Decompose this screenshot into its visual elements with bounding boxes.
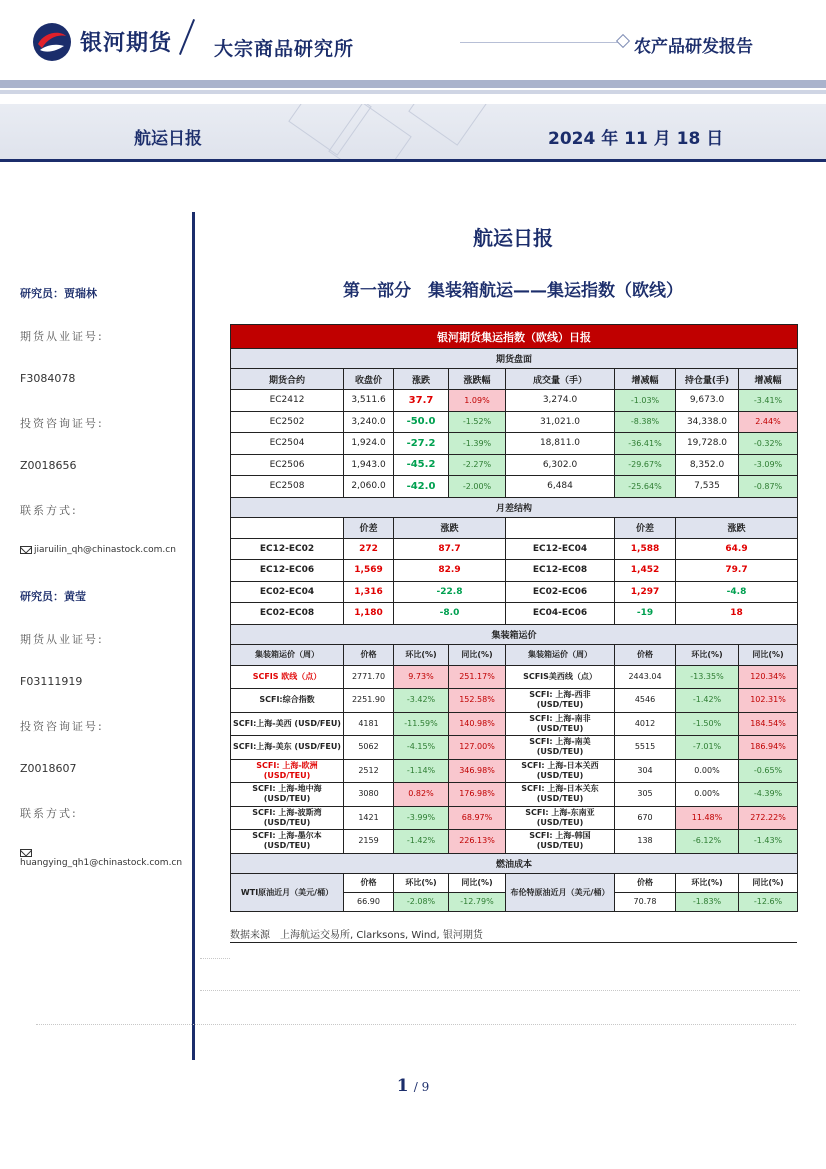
spread-change-cell: 79.7 bbox=[676, 560, 798, 582]
spread-value-cell: 1,297 bbox=[615, 581, 676, 603]
table-row bbox=[231, 806, 798, 830]
report-type: 农产品研发报告 bbox=[634, 37, 753, 57]
yoy-cell: 127.00% bbox=[449, 736, 506, 760]
analyst-2-title: 研究员：黄莹 bbox=[20, 590, 86, 603]
table-row bbox=[231, 476, 798, 498]
volume-cell: 18,811.0 bbox=[506, 433, 615, 455]
table-row bbox=[231, 759, 798, 783]
change-cell: -45.2 bbox=[394, 454, 449, 476]
spread-name-cell: EC12-EC06 bbox=[231, 560, 344, 582]
yoy-cell: 226.13% bbox=[449, 830, 506, 854]
analyst-1-title: 研究员：贾瑞林 bbox=[20, 287, 97, 300]
spread-change-cell: 82.9 bbox=[394, 560, 506, 582]
mom-cell: -1.83% bbox=[676, 892, 739, 911]
table-row bbox=[231, 538, 798, 560]
section-container: 集装箱运价 bbox=[231, 624, 798, 644]
close-cell: 3,240.0 bbox=[344, 411, 394, 433]
oi-chg-cell: -0.32% bbox=[739, 433, 798, 455]
price-cell: 66.90 bbox=[344, 892, 394, 911]
empty-cell bbox=[506, 517, 615, 538]
yoy-cell: -4.39% bbox=[739, 783, 798, 807]
yoy-cell: -12.79% bbox=[449, 892, 506, 911]
pct-cell: -2.27% bbox=[449, 454, 506, 476]
page-number bbox=[0, 1076, 826, 1096]
header-cell: 期货合约 bbox=[231, 369, 344, 390]
data-source: 数据来源 上海航运交易所, Clarksons, Wind, 银河期货 bbox=[230, 926, 797, 943]
page-total: / 9 bbox=[413, 1080, 430, 1094]
route-cell: SCFIS美西线（点） bbox=[506, 665, 615, 689]
analyst-2-license-label: 期货从业证号: bbox=[20, 633, 104, 646]
route-cell: SCFI: 上海-墨尔本 (USD/TEU) bbox=[231, 830, 344, 854]
contract-cell: EC2508 bbox=[231, 476, 344, 498]
section-futures: 期货盘面 bbox=[231, 349, 798, 369]
mom-cell: -2.08% bbox=[394, 892, 449, 911]
title-band bbox=[0, 104, 826, 162]
header-cell: 价格 bbox=[344, 644, 394, 665]
spread-name-cell: EC04-EC06 bbox=[506, 603, 615, 625]
header-cell: 成交量（手） bbox=[506, 369, 615, 390]
header-cell: 价格 bbox=[344, 873, 394, 892]
pct-cell: -2.00% bbox=[449, 476, 506, 498]
mom-cell: -3.42% bbox=[394, 689, 449, 713]
header-cell: 增减幅 bbox=[739, 369, 798, 390]
yoy-cell: -0.65% bbox=[739, 759, 798, 783]
mom-cell: 0.00% bbox=[676, 783, 739, 807]
table-row bbox=[231, 736, 798, 760]
header-cell: 涨跌 bbox=[676, 517, 798, 538]
spread-name-cell: EC02-EC06 bbox=[506, 581, 615, 603]
header-cell: 增减幅 bbox=[615, 369, 676, 390]
route-cell: SCFI: 上海-欧洲 (USD/TEU) bbox=[231, 759, 344, 783]
mom-cell: -1.42% bbox=[394, 830, 449, 854]
route-cell: SCFIS 欧线（点） bbox=[231, 665, 344, 689]
header-cell: 环比(%) bbox=[676, 873, 739, 892]
mail-icon bbox=[20, 849, 32, 857]
band-decoration bbox=[408, 104, 492, 146]
institute-name: 大宗商品研究所 bbox=[214, 38, 355, 60]
table-row bbox=[231, 390, 798, 412]
price-cell: 4012 bbox=[615, 712, 676, 736]
vol-chg-cell: -1.03% bbox=[615, 390, 676, 412]
contract-cell: EC2506 bbox=[231, 454, 344, 476]
mom-cell: 11.48% bbox=[676, 806, 739, 830]
route-cell: SCFI: 上海-地中海 (USD/TEU) bbox=[231, 783, 344, 807]
dotted-rule bbox=[200, 958, 230, 959]
spread-name-cell: EC12-EC08 bbox=[506, 560, 615, 582]
report-title: 航运日报 bbox=[134, 129, 202, 149]
price-cell: 2771.70 bbox=[344, 665, 394, 689]
pct-cell: 1.09% bbox=[449, 390, 506, 412]
futures-header-row bbox=[231, 369, 798, 390]
analyst-2-consult-label: 投资咨询证号: bbox=[20, 720, 104, 733]
table-row bbox=[231, 830, 798, 854]
mom-cell: -3.99% bbox=[394, 806, 449, 830]
price-cell: 3080 bbox=[344, 783, 394, 807]
close-cell: 2,060.0 bbox=[344, 476, 394, 498]
spread-value-cell: 1,569 bbox=[344, 560, 394, 582]
header-cell: 价格 bbox=[615, 644, 676, 665]
header-cell: 涨跌幅 bbox=[449, 369, 506, 390]
yinhe-logo-icon bbox=[32, 22, 72, 62]
mom-cell: -13.35% bbox=[676, 665, 739, 689]
section-fuel: 燃油成本 bbox=[231, 853, 798, 873]
header-cell: 同比(%) bbox=[739, 873, 798, 892]
oi-cell: 7,535 bbox=[676, 476, 739, 498]
table-row bbox=[231, 665, 798, 689]
change-cell: -50.0 bbox=[394, 411, 449, 433]
mom-cell: -7.01% bbox=[676, 736, 739, 760]
oi-chg-cell: -3.09% bbox=[739, 454, 798, 476]
change-cell: -42.0 bbox=[394, 476, 449, 498]
yoy-cell: -1.43% bbox=[739, 830, 798, 854]
header-stripe bbox=[0, 80, 826, 88]
report-header bbox=[0, 0, 826, 92]
header-cell: 集装箱运价（周） bbox=[506, 644, 615, 665]
sidebar-divider bbox=[192, 212, 195, 1060]
price-cell: 305 bbox=[615, 783, 676, 807]
header-divider bbox=[179, 19, 195, 55]
spread-name-cell: EC02-EC08 bbox=[231, 603, 344, 625]
brand-name: 银河期货 bbox=[80, 31, 173, 56]
analyst-1-license-label: 期货从业证号: bbox=[20, 330, 104, 343]
spread-name-cell: EC12-EC04 bbox=[506, 538, 615, 560]
analyst-2-email-row bbox=[20, 848, 190, 868]
table-row bbox=[231, 581, 798, 603]
header-cell: 同比(%) bbox=[739, 644, 798, 665]
analyst-1-email[interactable]: jiaruilin_qh@chinastock.com.cn bbox=[34, 545, 176, 555]
page-current: 1 bbox=[396, 1076, 409, 1096]
spread-name-cell: EC02-EC04 bbox=[231, 581, 344, 603]
yoy-cell: 272.22% bbox=[739, 806, 798, 830]
price-cell: 4546 bbox=[615, 689, 676, 713]
yoy-cell: 140.98% bbox=[449, 712, 506, 736]
table-row bbox=[231, 603, 798, 625]
oi-chg-cell: 2.44% bbox=[739, 411, 798, 433]
header-rule bbox=[460, 42, 620, 43]
analyst-1-contact-label: 联系方式: bbox=[20, 504, 78, 517]
spread-change-cell: -22.8 bbox=[394, 581, 506, 603]
spread-value-cell: 1,316 bbox=[344, 581, 394, 603]
spread-value-cell: -19 bbox=[615, 603, 676, 625]
header-cell: 收盘价 bbox=[344, 369, 394, 390]
volume-cell: 6,484 bbox=[506, 476, 615, 498]
mom-cell: 0.82% bbox=[394, 783, 449, 807]
yoy-cell: 176.98% bbox=[449, 783, 506, 807]
report-date: 2024 年 11 月 18 日 bbox=[548, 129, 724, 149]
section-spreads: 月差结构 bbox=[231, 497, 798, 517]
spread-change-cell: 18 bbox=[676, 603, 798, 625]
header-cell: 环比(%) bbox=[394, 644, 449, 665]
table-row bbox=[231, 454, 798, 476]
route-cell: SCFI:上海-美东 (USD/FEU) bbox=[231, 736, 344, 760]
route-cell: SCFI: 上海-南美 (USD/TEU) bbox=[506, 736, 615, 760]
price-cell: 2512 bbox=[344, 759, 394, 783]
pct-cell: -1.52% bbox=[449, 411, 506, 433]
container-header-row bbox=[231, 644, 798, 665]
oi-chg-cell: -0.87% bbox=[739, 476, 798, 498]
route-cell: SCFI: 上海-南非 (USD/TEU) bbox=[506, 712, 615, 736]
analyst-2-consult: Z0018607 bbox=[20, 762, 77, 775]
table-row bbox=[231, 689, 798, 713]
vol-chg-cell: -25.64% bbox=[615, 476, 676, 498]
header-stripe-thin bbox=[0, 90, 826, 94]
yoy-cell: 251.17% bbox=[449, 665, 506, 689]
volume-cell: 3,274.0 bbox=[506, 390, 615, 412]
price-cell: 5062 bbox=[344, 736, 394, 760]
main-title: 航运日报 bbox=[473, 226, 553, 250]
route-cell: SCFI:上海-美西 (USD/FEU) bbox=[231, 712, 344, 736]
mom-cell: -6.12% bbox=[676, 830, 739, 854]
mom-cell: -1.50% bbox=[676, 712, 739, 736]
yoy-cell: 68.97% bbox=[449, 806, 506, 830]
route-cell: SCFI:综合指数 bbox=[231, 689, 344, 713]
table-title: 银河期货集运指数（欧线）日报 bbox=[231, 325, 798, 349]
brent-label: 布伦特原油近月（美元/桶） bbox=[506, 873, 615, 911]
spread-value-cell: 1,452 bbox=[615, 560, 676, 582]
price-cell: 70.78 bbox=[615, 892, 676, 911]
spread-change-cell: -8.0 bbox=[394, 603, 506, 625]
price-cell: 670 bbox=[615, 806, 676, 830]
spread-value-cell: 1,180 bbox=[344, 603, 394, 625]
diamond-icon bbox=[616, 34, 630, 48]
volume-cell: 6,302.0 bbox=[506, 454, 615, 476]
price-cell: 2251.90 bbox=[344, 689, 394, 713]
route-cell: SCFI: 上海-波斯湾 (USD/TEU) bbox=[231, 806, 344, 830]
header-cell: 价格 bbox=[615, 873, 676, 892]
vol-chg-cell: -36.41% bbox=[615, 433, 676, 455]
yoy-cell: 120.34% bbox=[739, 665, 798, 689]
spread-change-cell: -4.8 bbox=[676, 581, 798, 603]
price-cell: 4181 bbox=[344, 712, 394, 736]
close-cell: 1,924.0 bbox=[344, 433, 394, 455]
route-cell: SCFI: 上海-日本关东 (USD/TEU) bbox=[506, 783, 615, 807]
oi-cell: 34,338.0 bbox=[676, 411, 739, 433]
mom-cell: 0.00% bbox=[676, 759, 739, 783]
price-cell: 1421 bbox=[344, 806, 394, 830]
close-cell: 3,511.6 bbox=[344, 390, 394, 412]
yoy-cell: -12.6% bbox=[739, 892, 798, 911]
price-cell: 2159 bbox=[344, 830, 394, 854]
header-cell: 环比(%) bbox=[394, 873, 449, 892]
route-cell: SCFI: 上海-东南亚 (USD/TEU) bbox=[506, 806, 615, 830]
header-cell: 同比(%) bbox=[449, 873, 506, 892]
spread-change-cell: 64.9 bbox=[676, 538, 798, 560]
mom-cell: -1.14% bbox=[394, 759, 449, 783]
analyst-1-license: F3084078 bbox=[20, 372, 76, 385]
oi-cell: 19,728.0 bbox=[676, 433, 739, 455]
header-cell: 价差 bbox=[615, 517, 676, 538]
mail-icon bbox=[20, 546, 32, 554]
change-cell: 37.7 bbox=[394, 390, 449, 412]
analyst-1-consult-label: 投资咨询证号: bbox=[20, 417, 104, 430]
route-cell: SCFI: 上海-日本关西 (USD/TEU) bbox=[506, 759, 615, 783]
mom-cell: 9.73% bbox=[394, 665, 449, 689]
shipping-index-table bbox=[230, 324, 798, 912]
vol-chg-cell: -8.38% bbox=[615, 411, 676, 433]
section-title: 第一部分 集装箱航运——集运指数（欧线） bbox=[343, 281, 683, 301]
close-cell: 1,943.0 bbox=[344, 454, 394, 476]
spreads-header-row bbox=[231, 517, 798, 538]
header-cell: 持仓量(手) bbox=[676, 369, 739, 390]
table-row bbox=[231, 411, 798, 433]
spread-name-cell: EC12-EC02 bbox=[231, 538, 344, 560]
table-row bbox=[231, 783, 798, 807]
yoy-cell: 152.58% bbox=[449, 689, 506, 713]
mom-cell: -4.15% bbox=[394, 736, 449, 760]
vol-chg-cell: -29.67% bbox=[615, 454, 676, 476]
dotted-rule bbox=[200, 990, 800, 991]
volume-cell: 31,021.0 bbox=[506, 411, 615, 433]
pct-cell: -1.39% bbox=[449, 433, 506, 455]
price-cell: 304 bbox=[615, 759, 676, 783]
wti-label: WTI原油近月（美元/桶） bbox=[231, 873, 344, 911]
spread-value-cell: 272 bbox=[344, 538, 394, 560]
header-cell: 集装箱运价（周） bbox=[231, 644, 344, 665]
mom-cell: -11.59% bbox=[394, 712, 449, 736]
analyst-1-email-row bbox=[20, 545, 190, 555]
contract-cell: EC2504 bbox=[231, 433, 344, 455]
fuel-header-row bbox=[231, 873, 798, 892]
table-row bbox=[231, 712, 798, 736]
price-cell: 2443.04 bbox=[615, 665, 676, 689]
analyst-2-contact-label: 联系方式: bbox=[20, 807, 78, 820]
analyst-1-consult: Z0018656 bbox=[20, 459, 77, 472]
mom-cell: -1.42% bbox=[676, 689, 739, 713]
dotted-rule bbox=[36, 1024, 796, 1025]
header-cell: 价差 bbox=[344, 517, 394, 538]
price-cell: 138 bbox=[615, 830, 676, 854]
header-cell: 涨跌 bbox=[394, 369, 449, 390]
analyst-2-email[interactable]: huangying_qh1@chinastock.com.cn bbox=[20, 858, 183, 868]
analyst-2-license: F03111919 bbox=[20, 675, 83, 688]
table-row bbox=[231, 433, 798, 455]
oi-chg-cell: -3.41% bbox=[739, 390, 798, 412]
route-cell: SCFI: 上海-韩国 (USD/TEU) bbox=[506, 830, 615, 854]
yoy-cell: 346.98% bbox=[449, 759, 506, 783]
yoy-cell: 102.31% bbox=[739, 689, 798, 713]
header-cell: 涨跌 bbox=[394, 517, 506, 538]
table-row bbox=[231, 560, 798, 582]
route-cell: SCFI: 上海-西非 (USD/TEU) bbox=[506, 689, 615, 713]
yoy-cell: 186.94% bbox=[739, 736, 798, 760]
empty-cell bbox=[231, 517, 344, 538]
spread-value-cell: 1,588 bbox=[615, 538, 676, 560]
change-cell: -27.2 bbox=[394, 433, 449, 455]
oi-cell: 9,673.0 bbox=[676, 390, 739, 412]
header-cell: 环比(%) bbox=[676, 644, 739, 665]
contract-cell: EC2412 bbox=[231, 390, 344, 412]
spread-change-cell: 87.7 bbox=[394, 538, 506, 560]
contract-cell: EC2502 bbox=[231, 411, 344, 433]
yoy-cell: 184.54% bbox=[739, 712, 798, 736]
oi-cell: 8,352.0 bbox=[676, 454, 739, 476]
price-cell: 5515 bbox=[615, 736, 676, 760]
header-cell: 同比(%) bbox=[449, 644, 506, 665]
